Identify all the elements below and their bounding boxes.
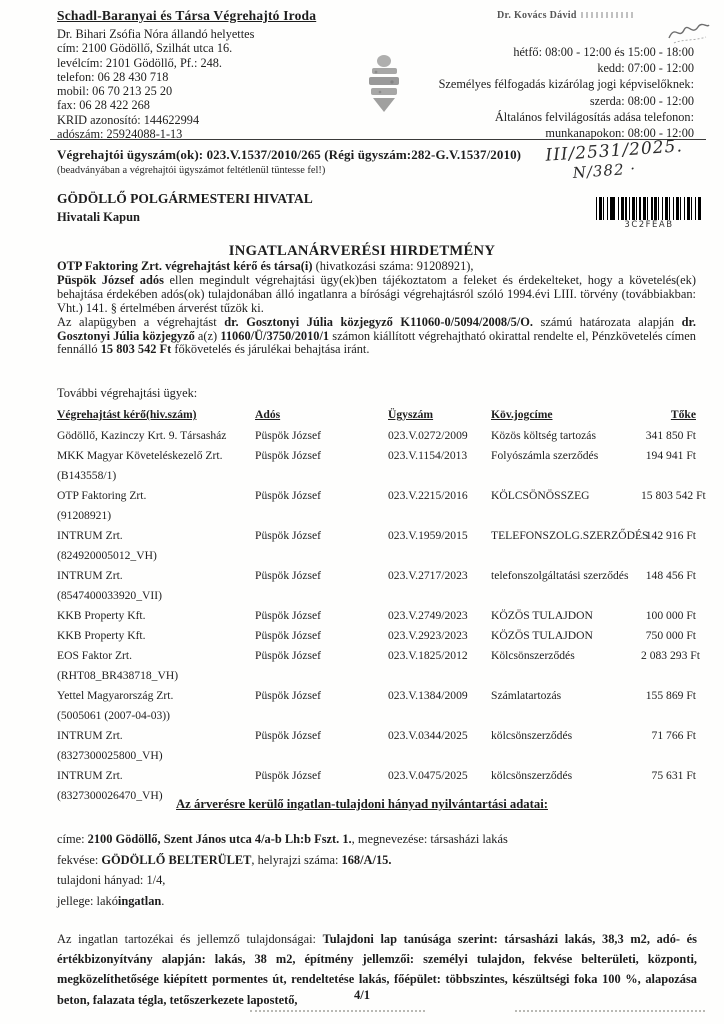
creditor-cell: INTRUM Zrt. <box>57 729 123 742</box>
creditor-ref-cell: (RHT08_BR438718_VH) <box>57 669 179 682</box>
page-number: 4/1 <box>353 988 371 1002</box>
office-phone: telefon: 06 28 430 718 <box>57 69 169 84</box>
creditor-cell: OTP Faktoring Zrt. <box>57 489 147 502</box>
debtor-cell: Püspök József <box>255 449 322 462</box>
intro-paragraph-2: Püspök József adós ellen megindult végrehajtási ügy(ek)ben tájékoztatom a feleket és érdekelteket, hogy a követelés(ek) behajtása érdekében adós(ok) tulajdonában álló ingatlanra a bírósági végrehajtásról szóló 1994.évi LIII. törvény (továbbiakban: Vht.) 141. § értelmében árverést tűzök ki. <box>57 272 696 315</box>
intro-paragraph-3: Az alapügyben a végrehajtást dr. Gosztonyi Júlia közjegyző K11060-0/5094/2008/5/O. számú határozata alapján dr. Gosztonyi Júlia közjegyző a(z) 11060/Ü/3750/2010/1 számon kiállított végrehajtható okirattal rendelte el, Pénzkövetelés címen fennálló 15 803 542 Ft főkövetelés és járulékai behajtása iránt. <box>57 314 696 357</box>
official-seal-icon <box>363 52 405 118</box>
table-row <box>57 528 696 563</box>
principal-cell: 341 850 Ft <box>645 429 696 442</box>
case-number-cell: 023.V.1384/2009 <box>388 689 468 702</box>
principal-cell: 148 456 Ft <box>645 569 696 582</box>
claim-title-cell: kölcsönszerződés <box>491 769 573 782</box>
debtor-cell: Püspök József <box>255 629 322 642</box>
creditor-cell: KKB Property Kft. <box>57 629 146 642</box>
claim-title-cell: KÖZÖS TULAJDON <box>491 609 593 622</box>
debtor-cell: Püspök József <box>255 729 322 742</box>
principal-cell: 194 941 Ft <box>645 449 696 462</box>
debtor-cell: Püspök József <box>255 769 322 782</box>
deputy-name: Dr. Bihari Zsófia Nóra állandó helyettes <box>57 27 255 41</box>
office-name: Schadl-Baranyai és Társa Végrehajtó Iroda <box>57 8 317 23</box>
office-mobile: mobil: 06 70 213 25 20 <box>57 84 173 99</box>
table-row <box>57 448 696 483</box>
table-header-row <box>57 407 696 422</box>
table-row <box>57 488 706 523</box>
case-number-cell: 023.V.2215/2016 <box>388 489 468 502</box>
property-data-block <box>57 832 508 914</box>
creditor-cell: INTRUM Zrt. <box>57 529 123 542</box>
barcode-icon <box>596 197 702 220</box>
creditor-cell: KKB Property Kft. <box>57 609 146 622</box>
table-row <box>57 648 700 683</box>
recipient-block <box>57 191 313 225</box>
executor-name: Dr. Kovács Dávid <box>497 10 577 21</box>
table-body <box>57 428 706 803</box>
creditor-ref-cell: (8327300025800_VH) <box>57 749 163 762</box>
executor-name-stamp <box>497 10 633 21</box>
letterhead-divider <box>50 139 706 140</box>
case-number-cell: 023.V.1825/2012 <box>388 649 468 662</box>
creditor-cell: INTRUM Zrt. <box>57 569 123 582</box>
recipient-name: GÖDÖLLŐ POLGÁRMESTERI HIVATAL <box>57 191 313 206</box>
claim-title-cell: TELEFONSZOLG.SZERZŐDÉS <box>491 529 649 542</box>
creditor-cell: Gödöllő, Kazinczy Krt. 9. Társasház <box>57 429 227 442</box>
principal-cell: 2 083 293 Ft <box>641 649 700 662</box>
principal-cell: 100 000 Ft <box>645 609 696 622</box>
creditor-cell: MKK Magyar Követeléskezelő Zrt. <box>57 449 223 462</box>
debtor-cell: Püspök József <box>255 649 322 662</box>
debtor-cell: Püspök József <box>255 569 322 582</box>
property-address-line: címe: 2100 Gödöllő, Szent János utca 4/a-b Lh:b Fszt. 1., megnevezése: társasházi lakás <box>57 832 508 846</box>
handwritten-file-number: III/2531/2025. <box>544 136 684 166</box>
table-row <box>57 568 696 603</box>
office-hours <box>439 44 694 141</box>
handwritten-annotation <box>545 136 685 184</box>
office-hours-line: Személyes félfogadás kizárólag jogi képviselőknek: <box>438 77 694 92</box>
barcode-text: 3C2FEAB <box>624 220 674 230</box>
principal-cell: 750 000 Ft <box>645 629 696 642</box>
intro-paragraphs <box>57 260 696 357</box>
executions-table <box>57 407 706 808</box>
table-row <box>57 428 696 443</box>
scan-artifact-dots <box>515 1010 705 1012</box>
office-address: cím: 2100 Gödöllő, Szilhát utca 16. <box>57 41 233 56</box>
property-location-line: fekvése: GÖDÖLLŐ BELTERÜLET, helyrajzi száma: 168/A/15. <box>57 852 392 867</box>
table-row <box>57 628 696 643</box>
case-number-line: Végrehajtói ügyszám(ok): 023.V.1537/2010/265 (Régi ügyszám:282-G.V.1537/2010) <box>57 147 522 162</box>
debtor-cell: Püspök József <box>255 689 322 702</box>
letterhead-office-block <box>57 8 316 141</box>
case-number-cell: 023.V.0475/2025 <box>388 769 468 782</box>
document-title: INGATLANÁRVERÉSI HIRDETMÉNY <box>228 243 496 259</box>
intro-paragraph-1: OTP Faktoring Zrt. végrehajtást kérő és társa(i) (hivatkozási száma: 91208921), <box>57 259 474 273</box>
table-row <box>57 608 696 623</box>
office-hours-line: kedd: 07:00 - 12:00 <box>597 61 694 76</box>
claim-title-cell: Számlatartozás <box>491 689 562 702</box>
creditor-ref-cell: (824920005012_VH) <box>57 549 157 562</box>
table-row <box>57 688 696 723</box>
creditor-cell: EOS Faktor Zrt. <box>57 649 133 662</box>
debtor-cell: Püspök József <box>255 429 322 442</box>
case-number-cell: 023.V.0272/2009 <box>388 429 468 442</box>
office-hours-line: hétfő: 08:00 - 12:00 és 15:00 - 18:00 <box>513 45 694 59</box>
case-number-cell: 023.V.0344/2025 <box>388 729 468 742</box>
claim-title-cell: kölcsönszerződés <box>491 729 573 742</box>
principal-cell: 155 869 Ft <box>645 689 696 702</box>
property-share-line: tulajdoni hányad: 1/4, <box>57 873 166 887</box>
handwritten-secondary-number: N/382 · <box>572 159 637 182</box>
debtor-cell: Püspök József <box>255 609 322 622</box>
property-type-line: jellege: lakóingatlan. <box>57 893 165 908</box>
table-header-cell: Tőke <box>670 408 696 421</box>
debtor-cell: Püspök József <box>255 529 322 542</box>
claim-title-cell: KÖLCSÖNÖSSZEG <box>491 489 590 502</box>
property-details-paragraph: Az ingatlan tartozékai és jellemző tulajdonságai: Tulajdoni lap tanúsága szerint: társasházi lakás, 38,3 m2, adó- és értékbizonyítvány alapján: lakás, 38 m2, építmény jellemzői: személyi tulajdon, fekvése belterületi, központi, megközelíthetősége kiépített pormentes út, rendeltetése lakás, főépület: többszintes, készültségi foka 100 %, alapozása beton, falazata tégla, tetőszerkezete lapostető, <box>57 932 697 1007</box>
scan-artifact-dots <box>250 1010 425 1012</box>
office-krid: KRID azonosító: 144622994 <box>57 112 200 127</box>
table-header-cell: Végrehajtást kérő(hiv.szám) <box>57 408 197 421</box>
property-section-heading: Az árverésre kerülő ingatlan-tulajdoni hányad nyilvántartási adatai: <box>176 797 548 811</box>
office-fax: fax: 06 28 422 268 <box>57 98 150 113</box>
illegible-text-artifact <box>581 12 633 18</box>
creditor-cell: INTRUM Zrt. <box>57 769 123 782</box>
claim-title-cell: KÖZÖS TULAJDON <box>491 629 593 642</box>
creditor-ref-cell: (8327300026470_VH) <box>57 789 163 802</box>
creditor-ref-cell: (8547400033920_VII) <box>57 589 162 602</box>
case-number-cell: 023.V.2923/2023 <box>388 629 468 642</box>
table-header-cell: Adós <box>255 408 281 421</box>
office-hours-line: Általános felvilágosítás adása telefonon: <box>494 109 694 124</box>
office-hours-line: munkanapokon: 08:00 - 12:00 <box>545 126 694 141</box>
case-number-cell: 023.V.1154/2013 <box>388 449 468 462</box>
claim-title-cell: Kölcsönszerződés <box>491 649 575 662</box>
claim-title-cell: telefonszolgáltatási szerződés <box>491 569 629 582</box>
principal-cell: 75 631 Ft <box>651 769 696 782</box>
case-number-cell: 023.V.2717/2023 <box>388 569 468 582</box>
table-header-cell: Köv.jogcíme <box>491 408 553 421</box>
table-header-cell: Ügyszám <box>388 408 434 421</box>
office-tax-number: adószám: 25924088-1-13 <box>57 127 183 142</box>
case-number-cell: 023.V.2749/2023 <box>388 609 468 622</box>
case-number-cell: 023.V.1959/2015 <box>388 529 468 542</box>
office-hours-line: szerda: 08:00 - 12:00 <box>589 93 694 108</box>
recipient-channel: Hivatali Kapun <box>57 210 141 224</box>
table-row <box>57 728 696 763</box>
creditor-ref-cell: (B143558/1) <box>57 469 117 482</box>
creditor-ref-cell: (91208921) <box>57 509 112 522</box>
creditor-cell: Yettel Magyarország Zrt. <box>57 689 174 702</box>
creditor-ref-cell: (5005061 (2007-04-03)) <box>57 709 171 722</box>
office-mail-address: levélcím: 2101 Gödöllő, Pf.: 248. <box>57 55 222 70</box>
barcode <box>596 197 702 230</box>
principal-cell: 71 766 Ft <box>651 729 696 742</box>
further-cases-label: További végrehajtási ügyek: <box>57 386 198 400</box>
debtor-cell: Püspök József <box>255 489 322 502</box>
principal-cell: 15 803 542 Ft <box>641 489 706 502</box>
principal-cell: 142 916 Ft <box>645 529 696 542</box>
case-number-note: (beadványában a végrehajtói ügyszámot feltétlenül tüntesse fel!) <box>57 165 326 176</box>
claim-title-cell: Közös költség tartozás <box>491 429 596 442</box>
claim-title-cell: Folyószámla szerződés <box>491 449 599 462</box>
